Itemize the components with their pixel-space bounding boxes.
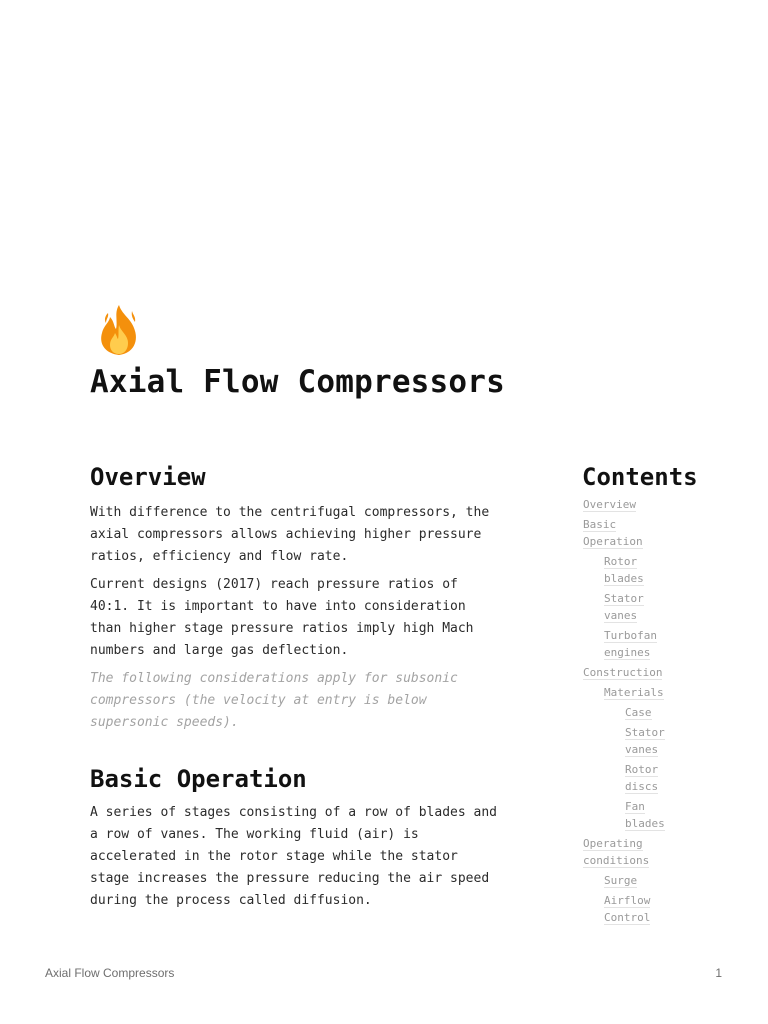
toc-item-label: Stator bbox=[604, 592, 644, 605]
toc-item-label: Case bbox=[625, 706, 652, 719]
overview-heading: Overview bbox=[90, 463, 206, 491]
page-number: 1 bbox=[715, 966, 722, 980]
overview-note: The following considerations apply for subsonic compressors (the velocity at entry is below supersonic speeds). bbox=[90, 671, 458, 730]
overview-paragraph-1: With difference to the centrifugal compressors, the axial compressors allows achieving higher pressure ratios, efficiency and flow rate. bbox=[90, 505, 490, 564]
toc-item[interactable] bbox=[582, 553, 678, 587]
toc-item[interactable] bbox=[582, 798, 678, 832]
toc-item[interactable] bbox=[582, 724, 678, 758]
toc-item-label: Rotor bbox=[625, 763, 659, 776]
toc-item-label: engines bbox=[604, 646, 651, 659]
page-footer bbox=[0, 964, 768, 984]
toc-item-label: discs bbox=[625, 780, 659, 793]
toc-item-label: Control bbox=[604, 911, 651, 924]
toc-item-label: vanes bbox=[625, 743, 659, 756]
toc-item-label: Surge bbox=[604, 874, 638, 887]
page-title: Axial Flow Compressors bbox=[90, 364, 505, 400]
toc-item[interactable] bbox=[582, 590, 678, 624]
toc-item[interactable] bbox=[582, 496, 678, 513]
toc-item-label: Construction bbox=[583, 666, 663, 679]
fire-emoji-icon bbox=[92, 303, 146, 357]
toc-title: Contents bbox=[582, 463, 698, 491]
toc-item[interactable] bbox=[582, 835, 678, 869]
toc-item-label: vanes bbox=[604, 609, 638, 622]
toc-item[interactable] bbox=[582, 664, 678, 681]
toc-item-label: Airflow bbox=[604, 894, 651, 907]
toc-item[interactable] bbox=[582, 684, 678, 701]
toc-item-label: Operating bbox=[583, 837, 643, 850]
toc-item-label: Basic bbox=[583, 518, 617, 531]
basic-operation-heading: Basic Operation bbox=[90, 765, 307, 793]
toc-list bbox=[582, 496, 678, 929]
footer-title: Axial Flow Compressors bbox=[45, 966, 175, 980]
toc-item[interactable] bbox=[582, 761, 678, 795]
toc-item-label: conditions bbox=[583, 854, 650, 867]
toc-item-label: blades bbox=[625, 817, 665, 830]
toc-item[interactable] bbox=[582, 892, 678, 926]
overview-paragraph-2: Current designs (2017) reach pressure ratios of 40:1. It is important to have into consideration than higher stage pressure ratios imply high Mach numbers and large gas deflection. bbox=[90, 577, 474, 658]
toc-item-label: Materials bbox=[604, 686, 664, 699]
toc-item-label: Fan bbox=[625, 800, 645, 813]
toc-item-label: Stator bbox=[625, 726, 665, 739]
toc-item[interactable] bbox=[582, 704, 678, 721]
table-of-contents bbox=[582, 460, 698, 924]
toc-item[interactable] bbox=[582, 872, 678, 889]
toc-item-label: Rotor bbox=[604, 555, 638, 568]
toc-item[interactable] bbox=[582, 516, 678, 550]
toc-item-label: Operation bbox=[583, 535, 643, 548]
toc-item[interactable] bbox=[582, 627, 678, 661]
toc-item-label: Overview bbox=[583, 498, 636, 511]
basic-operation-paragraph: A series of stages consisting of a row of blades and a row of vanes. The working fluid (air) is accelerated in the rotor stage while the stator stage increases the pressure reducing the air speed during the process called diffusion. bbox=[90, 805, 497, 908]
toc-item-label: Turbofan bbox=[604, 629, 657, 642]
toc-item-label: blades bbox=[604, 572, 644, 585]
